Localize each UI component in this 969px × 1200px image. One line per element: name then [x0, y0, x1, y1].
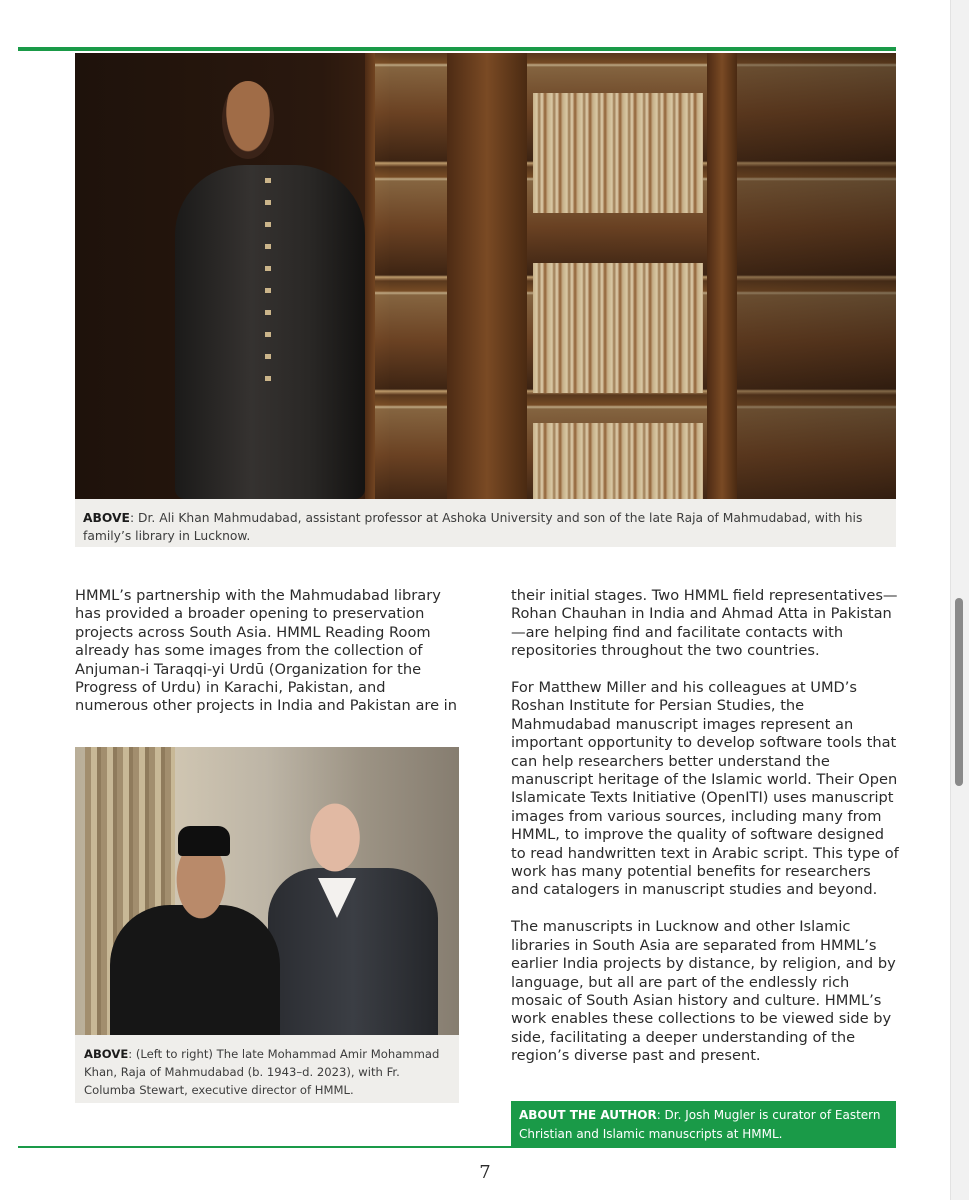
paragraph: their initial stages. Two HMML field representatives—Rohan Chauhan in India and Ahmad Atta in Pakistan—are helping find and facilitate contacts with repositories throughout the two countries. [511, 587, 898, 660]
photo-two-caption [84, 1045, 452, 1100]
coat-buttons [265, 178, 271, 388]
left-margin [0, 0, 18, 1200]
caption-label: ABOVE [84, 1047, 129, 1061]
paragraph: HMML’s partnership with the Mahmudabad library has provided a broader opening to preservation projects across South Asia. HMML Reading Room already has some images from the collection of Anjuman-i Taraqqi-yi Urdū (Organization for the Progress of Urdu) in Karachi, Pakistan, and numerous other projects in India and Pakistan are in [75, 587, 457, 715]
books-upper [533, 93, 703, 213]
man-left-sherwani [110, 905, 280, 1035]
page-number: 7 [479, 1162, 491, 1183]
bookshelf-right [737, 53, 896, 499]
scrollbar-thumb[interactable] [955, 598, 963, 786]
books-middle [533, 263, 703, 393]
books-lower [533, 423, 703, 499]
body-column-right [511, 587, 899, 1084]
paragraph: For Matthew Miller and his colleagues at UMD’s Roshan Institute for Persian Studies, the Mahmudabad manuscript images represent an important opportunity to develop software tools that can help researchers better understand the manuscript heritage of the Islamic world. Their Open Islamicate Texts Initiative (OpenITI) uses manuscript images from various sources, including many from HMML, to improve the quality of software designed to read handwritten text in Arabic script. This type of work has many potential benefits for researchers and catalogers in manuscript studies and beyond. [511, 679, 899, 899]
man-right-head [304, 795, 366, 880]
wooden-cabinet-door [447, 53, 527, 499]
author-text: : Dr. Josh Mugler is curator of Eastern Christian and Islamic manuscripts at HMML. [519, 1108, 881, 1141]
shelf-post-right [707, 53, 737, 499]
body-column-left [75, 587, 463, 734]
top-green-rule [18, 47, 896, 51]
man-left-cap [178, 826, 230, 856]
man-right-jacket [268, 868, 438, 1035]
bottom-green-rule [18, 1146, 896, 1148]
hero-photo-library [75, 53, 896, 499]
about-author [519, 1106, 891, 1143]
person-head [222, 81, 274, 159]
author-label: ABOUT THE AUTHOR [519, 1108, 657, 1122]
paragraph: The manuscripts in Lucknow and other Islamic libraries in South Asia are separated from HMML’s earlier India projects by distance, by religion, and by language, but all are part of the endlessly rich mosaic of South Asian history and culture. HMML’s work enables these collections to be viewed side by side, facilitating a deeper understanding of the region’s diverse past and present. [511, 918, 896, 1065]
caption-text: : Dr. Ali Khan Mahmudabad, assistant professor at Ashoka University and son of the late Raja of Mahmudabad, with his family’s library in Lucknow. [83, 511, 863, 543]
caption-label: ABOVE [83, 511, 130, 525]
bookshelf-left [375, 53, 450, 499]
hero-caption [83, 509, 883, 545]
caption-text: : (Left to right) The late Mohammad Amir Mohammad Khan, Raja of Mahmudabad (b. 1943–d. 2023), with Fr. Columba Stewart, executive director of HMML. [84, 1047, 440, 1098]
